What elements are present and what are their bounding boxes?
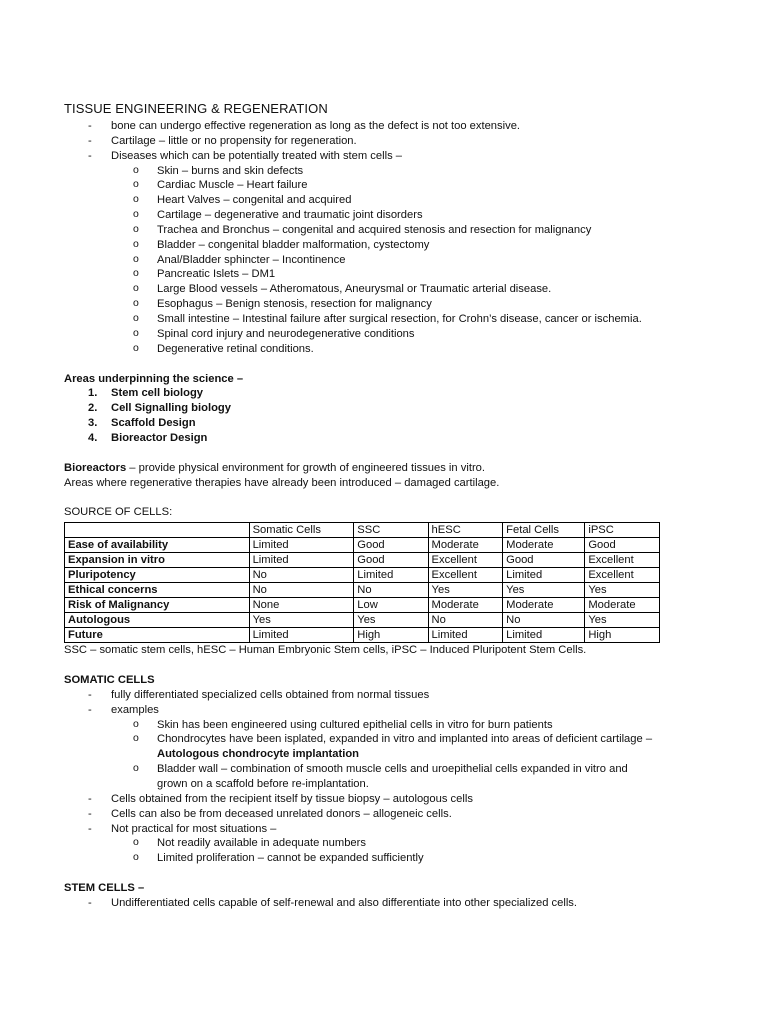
table-cell: Yes [354,613,428,628]
table-cell: Moderate [503,538,585,553]
examples-list [111,718,704,792]
disease-item: o Pancreatic Islets – DM1 [111,267,704,282]
item-number: 1. [88,387,98,400]
column-header: Fetal Cells [503,523,585,538]
list-item: - Cells can also be from deceased unrelated donors – allogeneic cells. [64,807,704,822]
table-cell: Yes [249,613,354,628]
disease-item: o Trachea and Bronchus – congenital and acquired stenosis and resection for malignancy [111,223,704,238]
regenerative-areas-line: Areas where regenerative therapies have already been introduced – damaged cartilage. [64,476,500,489]
disease-item: o Spinal cord injury and neurodegenerative conditions [111,327,704,342]
areas-item [64,431,704,446]
table-cell: Excellent [585,568,660,583]
table-header-row [65,523,660,538]
table-cell: Good [585,538,660,553]
column-header: hESC [428,523,503,538]
table-row [65,598,660,613]
column-header [65,523,250,538]
column-header: SSC [354,523,428,538]
item-number: 2. [88,402,98,415]
table-cell: Limited [354,568,428,583]
disease-item: o Heart Valves – congenital and acquired [111,193,704,208]
table-cell: Limited [249,553,354,568]
row-header: Risk of Malignancy [65,598,250,613]
column-header: Somatic Cells [249,523,354,538]
item-number: 3. [88,417,98,430]
example-text: Chondrocytes have been isplated, expanded in vitro and implanted into areas of deficient cartilage – [157,733,653,746]
diseases-list [111,164,704,357]
table-cell: Low [354,598,428,613]
page-title: TISSUE ENGINEERING & REGENERATION [64,101,328,116]
table-cell: Good [354,553,428,568]
row-header: Expansion in vitro [65,553,250,568]
list-item: - Cartilage – little or no propensity for regeneration. [64,134,704,149]
table-row [65,583,660,598]
table-cell: Limited [503,628,585,643]
disease-item: o Esophagus – Benign stenosis, resection for malignancy [111,297,704,312]
table-cell: Excellent [585,553,660,568]
table-cell: High [585,628,660,643]
table-cell: No [249,583,354,598]
table-cell: No [249,568,354,583]
table-cell: No [354,583,428,598]
example-item: o Bladder wall – combination of smooth muscle cells and uroepithelial cells expanded in vitro and grown on a scaffold before re-implantation. [111,762,704,792]
areas-item [64,401,704,416]
row-header: Future [65,628,250,643]
bioreactors-line [64,461,704,476]
disease-item: o Cartilage – degenerative and traumatic joint disorders [111,208,704,223]
areas-heading: Areas underpinning the science – [64,372,244,385]
example-bold-text: Autologous chondrocyte implantation [157,748,359,761]
table-cell: Yes [428,583,503,598]
disease-item: o Large Blood vessels – Atheromatous, Aneurysmal or Traumatic arterial disease. [111,282,704,297]
somatic-heading: SOMATIC CELLS [64,674,155,687]
areas-item [64,386,704,401]
table-row [65,553,660,568]
somatic-list [64,688,704,866]
list-item [64,703,704,792]
table-cell: None [249,598,354,613]
table-row [65,628,660,643]
table-cell: Excellent [428,553,503,568]
source-of-cells-table [64,522,660,643]
areas-list [64,386,704,445]
disease-item: o Small intestine – Intestinal failure after surgical resection, for Crohn’s disease, cancer or ischemia. [111,312,704,327]
table-cell: Good [354,538,428,553]
not-practical-list [111,836,704,866]
list-item [64,822,704,867]
table-cell: Yes [585,583,660,598]
document-page [64,100,704,911]
areas-item [64,416,704,431]
list-item: - fully differentiated specialized cells obtained from normal tissues [64,688,704,703]
table-cell: Good [503,553,585,568]
table-row [65,538,660,553]
table-cell: Limited [428,628,503,643]
bioreactors-definition: – provide physical environment for growth of engineered tissues in vitro. [126,461,485,474]
table-cell: High [354,628,428,643]
disease-item: o Anal/Bladder sphincter – Incontinence [111,253,704,268]
row-header: Autologous [65,613,250,628]
table-cell: Limited [249,628,354,643]
table-cell: No [428,613,503,628]
table-cell: Moderate [428,598,503,613]
not-practical-label: Not practical for most situations – [111,822,277,835]
item-label: Cell Signalling biology [111,402,231,415]
source-heading: SOURCE OF CELLS: [64,506,173,519]
table-row [65,613,660,628]
stem-cells-heading: STEM CELLS – [64,882,145,895]
table-cell: Limited [249,538,354,553]
item-label: Scaffold Design [111,417,196,430]
reason-item: o Limited proliferation – cannot be expanded sufficiently [111,851,704,866]
table-cell: Limited [503,568,585,583]
disease-item: o Cardiac Muscle – Heart failure [111,178,704,193]
table-cell: Moderate [585,598,660,613]
stem-cells-list [64,896,704,911]
table-cell: Moderate [428,538,503,553]
row-header: Pluripotency [65,568,250,583]
list-item: - Undifferentiated cells capable of self-renewal and also differentiate into other specialized cells. [64,896,704,911]
bioreactors-term: Bioreactors [64,461,127,474]
table-cell: Yes [503,583,585,598]
row-header: Ease of availability [65,538,250,553]
column-header: iPSC [585,523,660,538]
table-cell: Excellent [428,568,503,583]
diseases-intro: Diseases which can be potentially treated with stem cells – [111,149,403,162]
example-item [111,732,704,762]
disease-item: o Bladder – congenital bladder malformation, cystectomy [111,238,704,253]
item-label: Bioreactor Design [111,431,208,444]
list-item: - Cells obtained from the recipient itself by tissue biopsy – autologous cells [64,792,704,807]
list-item: - bone can undergo effective regeneration as long as the defect is not too extensive. [64,119,704,134]
intro-list [64,119,704,357]
table-cell: No [503,613,585,628]
list-item [64,149,704,357]
item-number: 4. [88,431,98,444]
disease-item: o Skin – burns and skin defects [111,164,704,179]
row-header: Ethical concerns [65,583,250,598]
table-cell: Yes [585,613,660,628]
examples-label: examples [111,703,159,716]
table-row [65,568,660,583]
table-footnote: SSC – somatic stem cells, hESC – Human Embryonic Stem cells, iPSC – Induced Pluripotent Stem Cells. [64,644,587,657]
table-cell: Moderate [503,598,585,613]
reason-item: o Not readily available in adequate numbers [111,836,704,851]
item-label: Stem cell biology [111,387,204,400]
disease-item: o Degenerative retinal conditions. [111,342,704,357]
example-item: o Skin has been engineered using cultured epithelial cells in vitro for burn patients [111,718,704,733]
